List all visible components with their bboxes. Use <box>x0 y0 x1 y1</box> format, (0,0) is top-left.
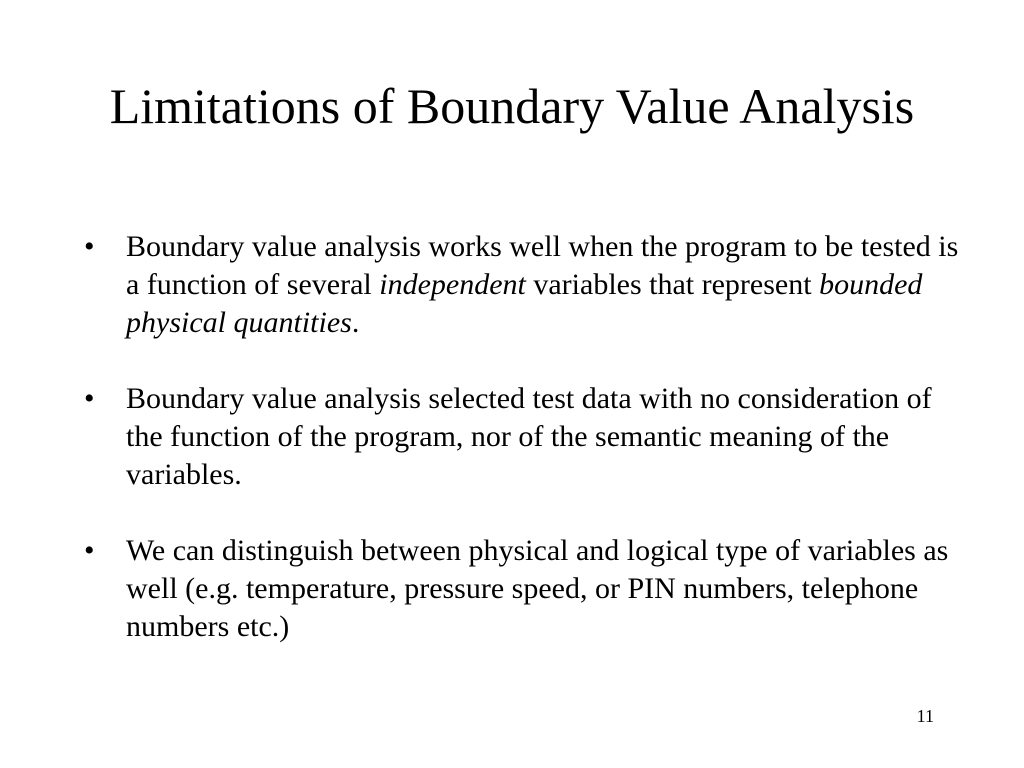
bullet-item <box>84 380 964 494</box>
bullet-item <box>84 532 964 646</box>
bullet-icon: • <box>84 230 95 263</box>
bullet-list <box>84 228 964 684</box>
bullet-icon: • <box>84 534 95 567</box>
bullet-text-part: variables that represent <box>525 268 820 301</box>
bullet-emphasis: independent <box>379 268 526 301</box>
page-number: 11 <box>916 706 934 726</box>
bullet-text-part: Boundary value analysis works well when the program to be tested is a function of several <box>126 230 959 301</box>
bullet-icon: • <box>84 382 95 415</box>
slide-title: Limitations of Boundary Value Analysis <box>109 78 915 134</box>
bullet-text: We can distinguish between physical and logical type of variables as well (e.g. temperature, pressure speed, or PIN numbers, telephone numbers etc.) <box>126 534 949 643</box>
bullet-text: Boundary value analysis selected test data with no consideration of the function of the program, nor of the semantic meaning of the variables. <box>126 382 932 491</box>
bullet-text-part: . <box>351 306 360 339</box>
bullet-emphasis: bounded physical quantities <box>126 268 923 339</box>
bullet-item <box>84 228 964 342</box>
